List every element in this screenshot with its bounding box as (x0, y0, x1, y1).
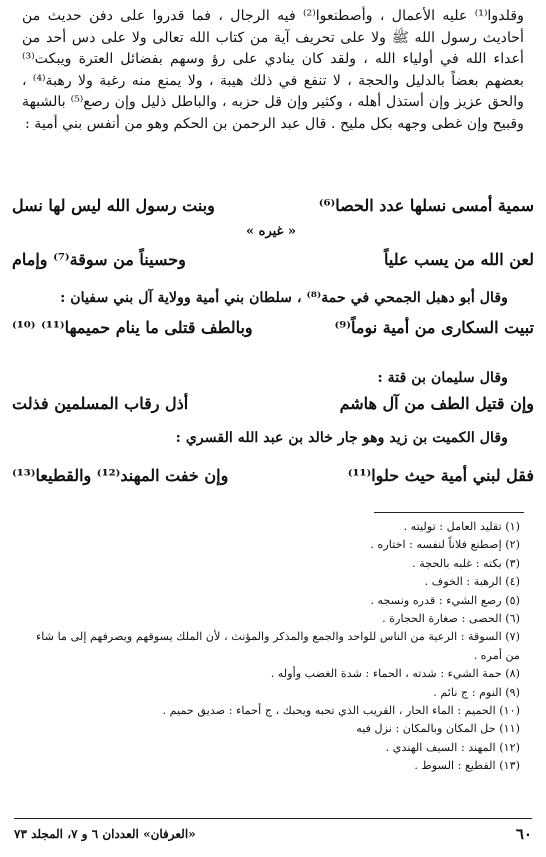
footnote-item: (٢) إصطنع فلاناً لنفسه : اختاره . (370, 538, 520, 552)
verse-line-5 (12, 466, 534, 490)
footnote-item: (١٣) القطيع : السوط . (414, 759, 520, 773)
verse-4-intro: وقال سليمان بن قتة : (377, 370, 508, 386)
verse-3-first-hemistich: تبيت السكارى من أمية نوماً⁽⁹⁾ (334, 318, 534, 337)
footnote-item: (١٢) المهند : السيف الهندي . (385, 740, 520, 754)
footnotes-list (18, 518, 520, 776)
footnote-item: (١) تقليد العامل : توليته . (403, 520, 520, 533)
verse-5-second-hemistich: وإن خفت المهند⁽¹²⁾ والقطيعا⁽¹³⁾ (12, 466, 229, 485)
footnote-item: (٩) النوم : ج نائم . (433, 685, 520, 699)
verse-4-first-hemistich: وإن قتيل الطف من آل هاشم (339, 394, 534, 413)
verse-3-intro: وقال أبو دهبل الجمحي في حمة⁽⁸⁾ ، سلطان بني أمية وولاية آل بني سفيان : (60, 290, 508, 306)
footer-rule (14, 818, 532, 819)
variant-heading: « غيره » (245, 224, 296, 239)
footnote-item: (٨) حمة الشيء : شدته ، الحماء : شدة الغضب وأوله . (270, 667, 520, 681)
verse-2-second-hemistich: وحسيناً من سوقة⁽⁷⁾ وإمام (12, 250, 186, 269)
page-footer (14, 822, 532, 846)
verse-3-second-hemistich: وبالطف قتلى ما ينام حميمها⁽¹¹⁾ ⁽¹⁰⁾ (12, 318, 253, 337)
footnote-item: (٥) رصع الشيء : قدره ونسجه . (370, 593, 520, 607)
verse-4-second-hemistich: أذل رقاب المسلمين فذلت (12, 394, 189, 413)
verse-1-first-hemistich: سمية أمسى نسلها عدد الحصا⁽⁶⁾ (318, 196, 534, 215)
verse-5-intro: وقال الكميت بن زيد وهو جار خالد بن عبد الله القسري : (175, 430, 508, 446)
footnote-item: (٣) بكته : غلبه بالحجة . (412, 556, 520, 570)
verse-line-2 (12, 250, 534, 274)
verse-line-4 (12, 394, 534, 418)
footnote-item: (١١) حل المكان وبالمكان : نزل فيه (356, 722, 520, 736)
verse-line-1 (12, 196, 534, 220)
footnote-item: (٧) السوقة : الرعية من الناس للواحد والجمع والمذكر والمؤنث ، لأن الملك يسوقهم ويصرفهم إلى ما شاء من أمره . (36, 630, 520, 662)
verse-2-first-hemistich: لعن الله من يسب علياً (384, 250, 534, 269)
verse-5-first-hemistich: فقل لبني أمية حيث حلوا⁽¹¹⁾ (347, 466, 534, 485)
verse-line-3 (12, 318, 534, 342)
footnote-item: (١٠) الحميم : الماء الحار ، القريب الذي تحبه ويحبك ، ج أحماء : صديق حميم . (162, 704, 520, 718)
footnote-separator (374, 512, 524, 513)
journal-reference: «العرفان» العددان ٦ و ٧، المجلد ٧٣ (14, 827, 196, 841)
body-paragraph: وقلدوا⁽¹⁾ عليه الأعمال ، وأصطنعوا⁽²⁾ فيه الرجال ، فما قدروا على دفن حديث من أحاديث رسول الله ﷺ ولا على تحريف آية من كتاب الله تعالى ولا على دس أحد من أعداء الله في أولياء الله ، ولقد كان ينادي على رؤ وسهم بفضائل العترة ويبكت⁽³⁾ بعضهم بعضاً بالدليل والحجة ، لا تنفع في ذلك هيبة ، ولا يمنع منه رغبة ولا رهبة⁽⁴⁾ ، والحق عزيز وإن أستذل أهله ، وكثير وإن قل حزبه ، والباطل ذليل وإن رصع⁽⁵⁾ بالشبهة وقبيح وإن غطى وجهه بكل مليح . قال عبد الرحمن بن الحكم وهو من أنفس بني أمية : (22, 8, 524, 132)
footnote-item: (٤) الرهبة : الخوف . (424, 575, 520, 589)
page-number: ٦٠ (515, 825, 532, 843)
verse-1-second-hemistich: وبنت رسول الله ليس لها نسل (12, 196, 215, 215)
footnote-item: (٦) الحصى : صغارة الحجارة . (382, 612, 520, 626)
